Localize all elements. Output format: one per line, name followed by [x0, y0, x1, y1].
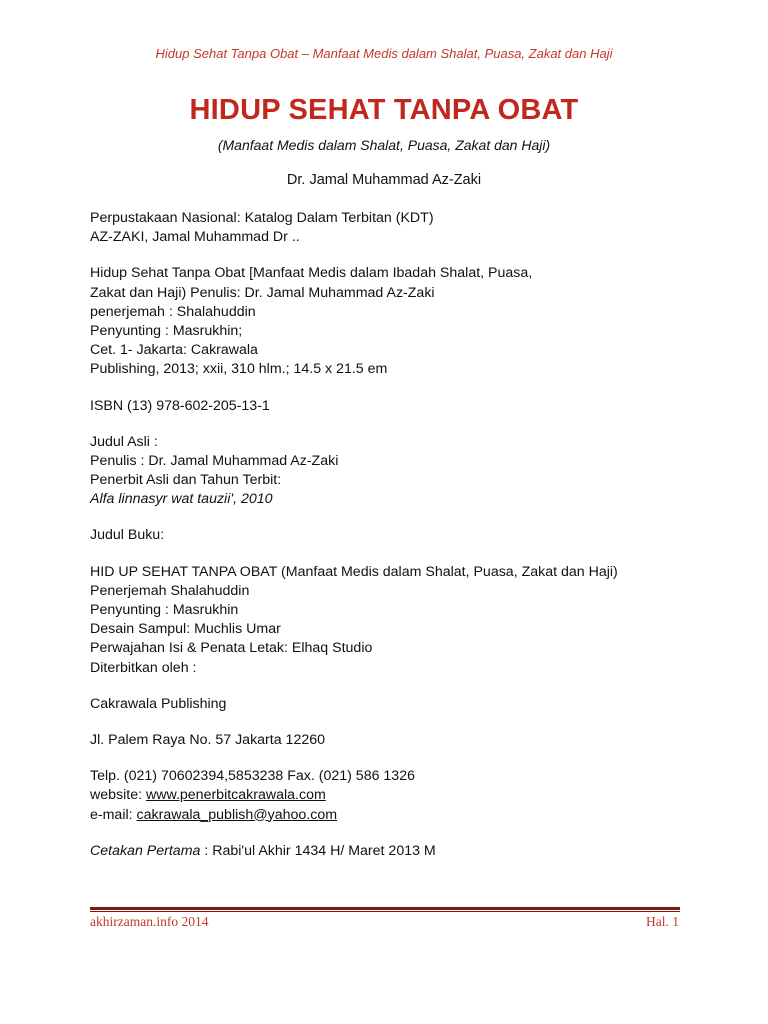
edition-row	[90, 842, 690, 861]
author-name: Dr. Jamal Muhammad Az-Zaki	[286, 172, 482, 188]
email-label: e-mail:	[90, 806, 137, 823]
footer-rule-thin	[90, 911, 680, 912]
catalog-line-3: penerjemah : Shalahuddin	[90, 303, 256, 320]
isbn: ISBN (13) 978-602-205-13-1	[90, 397, 270, 414]
document-title: HIDUP SEHAT TANPA OBAT	[189, 94, 579, 126]
original-line-2: Penulis : Dr. Jamal Muhammad Az-Zaki	[90, 452, 339, 469]
edition-value: : Rabi'ul Akhir 1434 H/ Maret 2013 M	[200, 842, 436, 859]
footer-rule-thick	[90, 907, 680, 910]
catalog-line-4: Penyunting : Masrukhin;	[90, 322, 243, 339]
book-line-2: Penerjemah Shalahuddin	[90, 582, 250, 599]
book-line-6: Diterbitkan oleh :	[90, 659, 197, 676]
catalog-line-2: Zakat dan Haji) Penulis: Dr. Jamal Muhammad Az-Zaki	[90, 284, 435, 301]
original-line-3: Penerbit Asli dan Tahun Terbit:	[90, 472, 282, 489]
catalog-line-6: Publishing, 2013; xxii, 310 hlm.; 14.5 x 21.5 em	[90, 361, 388, 378]
kdt-line-2: AZ-ZAKI, Jamal Muhammad Dr ..	[90, 229, 300, 246]
website-link[interactable]: www.penerbitcakrawala.com	[146, 787, 326, 804]
book-line-3: Penyunting : Masrukhin	[90, 602, 239, 618]
email-link[interactable]: cakrawala_publish@yahoo.com	[136, 806, 338, 823]
edition-label: Cetakan Pertama	[90, 842, 201, 859]
page-number: Hal. 1	[646, 914, 679, 929]
contact-phone: Telp. (021) 70602394,5853238 Fax. (021) 586 1326	[90, 768, 415, 785]
website-label: website:	[90, 787, 146, 804]
catalog-line-5: Cet. 1- Jakarta: Cakrawala	[90, 342, 258, 359]
catalog-line-1: Hidup Sehat Tanpa Obat [Manfaat Medis dalam Ibadah Shalat, Puasa,	[90, 265, 533, 282]
original-line-1: Judul Asli :	[90, 433, 158, 450]
running-header: Hidup Sehat Tanpa Obat – Manfaat Medis dalam Shalat, Puasa, Zakat dan Haji	[155, 46, 613, 61]
book-line-1: HID UP SEHAT TANPA OBAT (Manfaat Medis dalam Shalat, Puasa, Zakat dan Haji)	[90, 563, 618, 580]
book-line-4: Desain Sampul: Muchlis Umar	[90, 621, 281, 638]
footer-site: akhirzaman.info 2014	[90, 914, 209, 929]
original-line-4: Alfa linnasyr wat tauzii', 2010	[90, 491, 273, 508]
document-subtitle: (Manfaat Medis dalam Shalat, Puasa, Zakat dan Haji)	[217, 137, 551, 153]
book-label: Judul Buku:	[90, 527, 165, 544]
publisher-address: Jl. Palem Raya No. 57 Jakarta 12260	[90, 731, 326, 748]
book-line-5: Perwajahan Isi & Penata Letak: Elhaq Studio	[90, 640, 373, 657]
kdt-line-1: Perpustakaan Nasional: Katalog Dalam Terbitan (KDT)	[90, 210, 434, 226]
publisher-name: Cakrawala Publishing	[90, 695, 227, 712]
contact-email-row	[90, 806, 690, 825]
colophon-body	[90, 209, 690, 861]
contact-website-row	[90, 786, 690, 805]
